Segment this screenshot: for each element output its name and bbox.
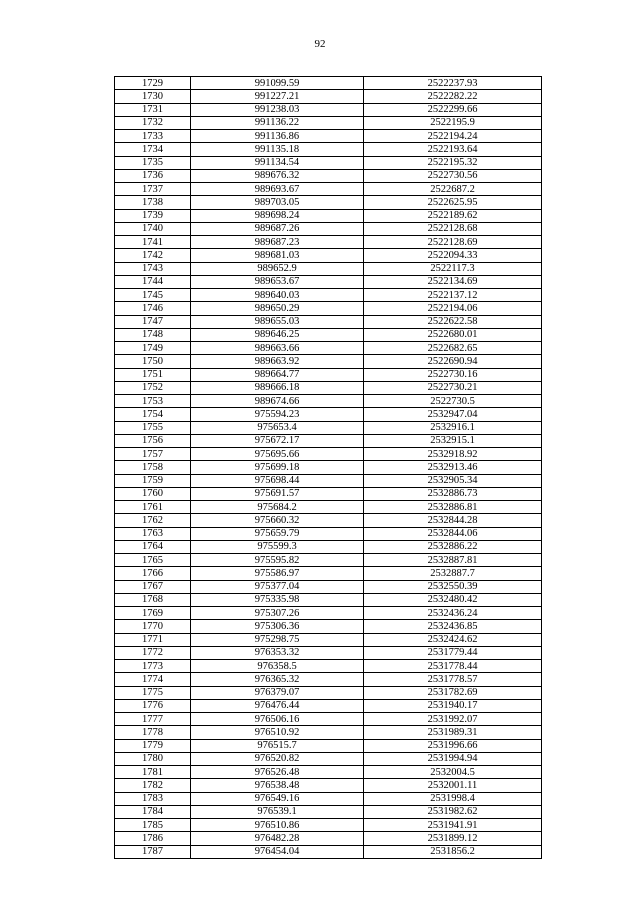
- x-coordinate-cell: 976549.16: [191, 792, 364, 805]
- table-row: [115, 156, 542, 169]
- table-row: [115, 169, 542, 182]
- x-coordinate-cell: 976539.1: [191, 805, 364, 818]
- point-number-cell: 1767: [115, 580, 191, 593]
- x-coordinate-cell: 976506.16: [191, 713, 364, 726]
- x-coordinate-cell: 989663.92: [191, 355, 364, 368]
- point-number-cell: 1782: [115, 779, 191, 792]
- point-number-cell: 1768: [115, 593, 191, 606]
- table-row: [115, 355, 542, 368]
- table-row: [115, 580, 542, 593]
- y-coordinate-cell: 2532886.73: [364, 487, 542, 500]
- x-coordinate-cell: 976365.32: [191, 673, 364, 686]
- table-row: [115, 328, 542, 341]
- table-row: [115, 434, 542, 447]
- x-coordinate-cell: 975335.98: [191, 593, 364, 606]
- y-coordinate-cell: 2522128.68: [364, 222, 542, 235]
- y-coordinate-cell: 2522193.64: [364, 143, 542, 156]
- point-number-cell: 1735: [115, 156, 191, 169]
- point-number-cell: 1765: [115, 554, 191, 567]
- x-coordinate-cell: 976520.82: [191, 752, 364, 765]
- y-coordinate-cell: 2522117.3: [364, 262, 542, 275]
- point-number-cell: 1738: [115, 196, 191, 209]
- y-coordinate-cell: 2522680.01: [364, 328, 542, 341]
- table-row: [115, 487, 542, 500]
- x-coordinate-cell: 976358.5: [191, 660, 364, 673]
- table-row: [115, 408, 542, 421]
- x-coordinate-cell: 989640.03: [191, 289, 364, 302]
- y-coordinate-cell: 2522622.58: [364, 315, 542, 328]
- table-row: [115, 607, 542, 620]
- x-coordinate-cell: 976510.92: [191, 726, 364, 739]
- point-number-cell: 1784: [115, 805, 191, 818]
- y-coordinate-cell: 2522687.2: [364, 183, 542, 196]
- y-coordinate-cell: 2531989.31: [364, 726, 542, 739]
- x-coordinate-cell: 991238.03: [191, 103, 364, 116]
- x-coordinate-cell: 989681.03: [191, 249, 364, 262]
- table-row: [115, 686, 542, 699]
- point-number-cell: 1748: [115, 328, 191, 341]
- point-number-cell: 1732: [115, 116, 191, 129]
- point-number-cell: 1730: [115, 90, 191, 103]
- point-number-cell: 1745: [115, 289, 191, 302]
- table-row: [115, 381, 542, 394]
- x-coordinate-cell: 989687.26: [191, 222, 364, 235]
- y-coordinate-cell: 2522094.33: [364, 249, 542, 262]
- point-number-cell: 1779: [115, 739, 191, 752]
- table-row: [115, 646, 542, 659]
- table-row: [115, 805, 542, 818]
- table-row: [115, 540, 542, 553]
- point-number-cell: 1756: [115, 434, 191, 447]
- y-coordinate-cell: 2531998.4: [364, 792, 542, 805]
- point-number-cell: 1769: [115, 607, 191, 620]
- y-coordinate-cell: 2531992.07: [364, 713, 542, 726]
- y-coordinate-cell: 2532004.5: [364, 766, 542, 779]
- x-coordinate-cell: 976482.28: [191, 832, 364, 845]
- table-row: [115, 713, 542, 726]
- point-number-cell: 1774: [115, 673, 191, 686]
- point-number-cell: 1776: [115, 699, 191, 712]
- table-row: [115, 699, 542, 712]
- x-coordinate-cell: 976515.7: [191, 739, 364, 752]
- x-coordinate-cell: 975306.36: [191, 620, 364, 633]
- x-coordinate-cell: 976510.86: [191, 819, 364, 832]
- point-number-cell: 1743: [115, 262, 191, 275]
- y-coordinate-cell: 2522137.12: [364, 289, 542, 302]
- x-coordinate-cell: 975594.23: [191, 408, 364, 421]
- point-number-cell: 1750: [115, 355, 191, 368]
- table-row: [115, 103, 542, 116]
- point-number-cell: 1778: [115, 726, 191, 739]
- point-number-cell: 1758: [115, 461, 191, 474]
- y-coordinate-cell: 2532436.85: [364, 620, 542, 633]
- y-coordinate-cell: 2532887.7: [364, 567, 542, 580]
- y-coordinate-cell: 2522682.65: [364, 342, 542, 355]
- point-number-cell: 1763: [115, 527, 191, 540]
- x-coordinate-cell: 975377.04: [191, 580, 364, 593]
- x-coordinate-cell: 989652.9: [191, 262, 364, 275]
- x-coordinate-cell: 975298.75: [191, 633, 364, 646]
- table-row: [115, 209, 542, 222]
- point-number-cell: 1744: [115, 275, 191, 288]
- y-coordinate-cell: 2531779.44: [364, 646, 542, 659]
- x-coordinate-cell: 975698.44: [191, 474, 364, 487]
- x-coordinate-cell: 989663.66: [191, 342, 364, 355]
- table-row: [115, 116, 542, 129]
- y-coordinate-cell: 2522194.24: [364, 130, 542, 143]
- x-coordinate-cell: 975586.97: [191, 567, 364, 580]
- point-number-cell: 1770: [115, 620, 191, 633]
- table-row: [115, 819, 542, 832]
- table-row: [115, 143, 542, 156]
- point-number-cell: 1731: [115, 103, 191, 116]
- x-coordinate-cell: 975695.66: [191, 448, 364, 461]
- y-coordinate-cell: 2531856.2: [364, 845, 542, 858]
- x-coordinate-cell: 976379.07: [191, 686, 364, 699]
- table-row: [115, 368, 542, 381]
- point-number-cell: 1737: [115, 183, 191, 196]
- table-row: [115, 792, 542, 805]
- point-number-cell: 1746: [115, 302, 191, 315]
- point-number-cell: 1771: [115, 633, 191, 646]
- table-row: [115, 289, 542, 302]
- y-coordinate-cell: 2531782.69: [364, 686, 542, 699]
- y-coordinate-cell: 2532424.62: [364, 633, 542, 646]
- table-row: [115, 395, 542, 408]
- x-coordinate-cell: 989703.05: [191, 196, 364, 209]
- x-coordinate-cell: 989653.67: [191, 275, 364, 288]
- table-row: [115, 90, 542, 103]
- point-number-cell: 1786: [115, 832, 191, 845]
- table-row: [115, 832, 542, 845]
- page-number: 92: [314, 38, 326, 50]
- point-number-cell: 1729: [115, 77, 191, 90]
- y-coordinate-cell: 2522299.66: [364, 103, 542, 116]
- x-coordinate-cell: 989676.32: [191, 169, 364, 182]
- x-coordinate-cell: 989650.29: [191, 302, 364, 315]
- point-number-cell: 1733: [115, 130, 191, 143]
- table-row: [115, 315, 542, 328]
- y-coordinate-cell: 2532844.28: [364, 514, 542, 527]
- table-row: [115, 302, 542, 315]
- point-number-cell: 1741: [115, 236, 191, 249]
- point-number-cell: 1785: [115, 819, 191, 832]
- y-coordinate-cell: 2522237.93: [364, 77, 542, 90]
- y-coordinate-cell: 2532436.24: [364, 607, 542, 620]
- y-coordinate-cell: 2532916.1: [364, 421, 542, 434]
- y-coordinate-cell: 2522128.69: [364, 236, 542, 249]
- y-coordinate-cell: 2532905.34: [364, 474, 542, 487]
- table-row: [115, 779, 542, 792]
- table-row: [115, 77, 542, 90]
- point-number-cell: 1759: [115, 474, 191, 487]
- table-row: [115, 739, 542, 752]
- table-row: [115, 554, 542, 567]
- table-row: [115, 474, 542, 487]
- x-coordinate-cell: 975599.3: [191, 540, 364, 553]
- point-number-cell: 1755: [115, 421, 191, 434]
- table-row: [115, 633, 542, 646]
- point-number-cell: 1773: [115, 660, 191, 673]
- x-coordinate-cell: 991227.21: [191, 90, 364, 103]
- table-row: [115, 845, 542, 858]
- y-coordinate-cell: 2531994.94: [364, 752, 542, 765]
- x-coordinate-cell: 991136.86: [191, 130, 364, 143]
- table-row: [115, 222, 542, 235]
- table-row: [115, 660, 542, 673]
- y-coordinate-cell: 2531778.44: [364, 660, 542, 673]
- x-coordinate-cell: 989664.77: [191, 368, 364, 381]
- point-number-cell: 1739: [115, 209, 191, 222]
- y-coordinate-cell: 2531778.57: [364, 673, 542, 686]
- table-row: [115, 514, 542, 527]
- x-coordinate-cell: 975691.57: [191, 487, 364, 500]
- x-coordinate-cell: 975672.17: [191, 434, 364, 447]
- y-coordinate-cell: 2532550.39: [364, 580, 542, 593]
- table-row: [115, 501, 542, 514]
- x-coordinate-cell: 976454.04: [191, 845, 364, 858]
- x-coordinate-cell: 991135.18: [191, 143, 364, 156]
- x-coordinate-cell: 975659.79: [191, 527, 364, 540]
- x-coordinate-cell: 976526.48: [191, 766, 364, 779]
- point-number-cell: 1751: [115, 368, 191, 381]
- x-coordinate-cell: 975684.2: [191, 501, 364, 514]
- y-coordinate-cell: 2532947.04: [364, 408, 542, 421]
- point-number-cell: 1777: [115, 713, 191, 726]
- table-row: [115, 249, 542, 262]
- point-number-cell: 1753: [115, 395, 191, 408]
- x-coordinate-cell: 975660.32: [191, 514, 364, 527]
- y-coordinate-cell: 2532480.42: [364, 593, 542, 606]
- table-row: [115, 421, 542, 434]
- point-number-cell: 1760: [115, 487, 191, 500]
- table-row: [115, 236, 542, 249]
- x-coordinate-cell: 989687.23: [191, 236, 364, 249]
- point-number-cell: 1752: [115, 381, 191, 394]
- point-number-cell: 1761: [115, 501, 191, 514]
- y-coordinate-cell: 2532915.1: [364, 434, 542, 447]
- y-coordinate-cell: 2522282.22: [364, 90, 542, 103]
- y-coordinate-cell: 2532887.81: [364, 554, 542, 567]
- x-coordinate-cell: 975595.82: [191, 554, 364, 567]
- point-number-cell: 1781: [115, 766, 191, 779]
- y-coordinate-cell: 2532918.92: [364, 448, 542, 461]
- point-number-cell: 1772: [115, 646, 191, 659]
- x-coordinate-cell: 989693.67: [191, 183, 364, 196]
- coordinate-table: [114, 76, 542, 859]
- y-coordinate-cell: 2522690.94: [364, 355, 542, 368]
- table-row: [115, 567, 542, 580]
- y-coordinate-cell: 2522195.32: [364, 156, 542, 169]
- y-coordinate-cell: 2522134.69: [364, 275, 542, 288]
- point-number-cell: 1764: [115, 540, 191, 553]
- point-number-cell: 1734: [115, 143, 191, 156]
- y-coordinate-cell: 2532886.81: [364, 501, 542, 514]
- point-number-cell: 1766: [115, 567, 191, 580]
- point-number-cell: 1783: [115, 792, 191, 805]
- y-coordinate-cell: 2522730.21: [364, 381, 542, 394]
- x-coordinate-cell: 989698.24: [191, 209, 364, 222]
- y-coordinate-cell: 2532001.11: [364, 779, 542, 792]
- y-coordinate-cell: 2532913.46: [364, 461, 542, 474]
- point-number-cell: 1757: [115, 448, 191, 461]
- x-coordinate-cell: 975307.26: [191, 607, 364, 620]
- x-coordinate-cell: 975699.18: [191, 461, 364, 474]
- table-row: [115, 342, 542, 355]
- x-coordinate-cell: 989666.18: [191, 381, 364, 394]
- x-coordinate-cell: 976538.48: [191, 779, 364, 792]
- y-coordinate-cell: 2522730.16: [364, 368, 542, 381]
- table-row: [115, 275, 542, 288]
- y-coordinate-cell: 2522730.56: [364, 169, 542, 182]
- table-row: [115, 196, 542, 209]
- point-number-cell: 1762: [115, 514, 191, 527]
- point-number-cell: 1747: [115, 315, 191, 328]
- point-number-cell: 1775: [115, 686, 191, 699]
- table-row: [115, 183, 542, 196]
- table-row: [115, 752, 542, 765]
- x-coordinate-cell: 991134.54: [191, 156, 364, 169]
- table-row: [115, 262, 542, 275]
- point-number-cell: 1740: [115, 222, 191, 235]
- x-coordinate-cell: 991136.22: [191, 116, 364, 129]
- y-coordinate-cell: 2522194.06: [364, 302, 542, 315]
- table-row: [115, 130, 542, 143]
- table-row: [115, 766, 542, 779]
- y-coordinate-cell: 2522625.95: [364, 196, 542, 209]
- y-coordinate-cell: 2532844.06: [364, 527, 542, 540]
- point-number-cell: 1736: [115, 169, 191, 182]
- point-number-cell: 1742: [115, 249, 191, 262]
- y-coordinate-cell: 2531982.62: [364, 805, 542, 818]
- x-coordinate-cell: 989646.25: [191, 328, 364, 341]
- y-coordinate-cell: 2522730.5: [364, 395, 542, 408]
- table-row: [115, 726, 542, 739]
- table-row: [115, 593, 542, 606]
- x-coordinate-cell: 976353.32: [191, 646, 364, 659]
- y-coordinate-cell: 2532886.22: [364, 540, 542, 553]
- x-coordinate-cell: 989655.03: [191, 315, 364, 328]
- table-row: [115, 448, 542, 461]
- y-coordinate-cell: 2531940.17: [364, 699, 542, 712]
- table-row: [115, 527, 542, 540]
- y-coordinate-cell: 2522195.9: [364, 116, 542, 129]
- y-coordinate-cell: 2522189.62: [364, 209, 542, 222]
- point-number-cell: 1780: [115, 752, 191, 765]
- x-coordinate-cell: 991099.59: [191, 77, 364, 90]
- table-row: [115, 461, 542, 474]
- y-coordinate-cell: 2531941.91: [364, 819, 542, 832]
- point-number-cell: 1787: [115, 845, 191, 858]
- x-coordinate-cell: 975653.4: [191, 421, 364, 434]
- point-number-cell: 1749: [115, 342, 191, 355]
- y-coordinate-cell: 2531899.12: [364, 832, 542, 845]
- table-row: [115, 620, 542, 633]
- table-row: [115, 673, 542, 686]
- y-coordinate-cell: 2531996.66: [364, 739, 542, 752]
- coordinate-table-body: [115, 77, 542, 859]
- x-coordinate-cell: 976476.44: [191, 699, 364, 712]
- x-coordinate-cell: 989674.66: [191, 395, 364, 408]
- point-number-cell: 1754: [115, 408, 191, 421]
